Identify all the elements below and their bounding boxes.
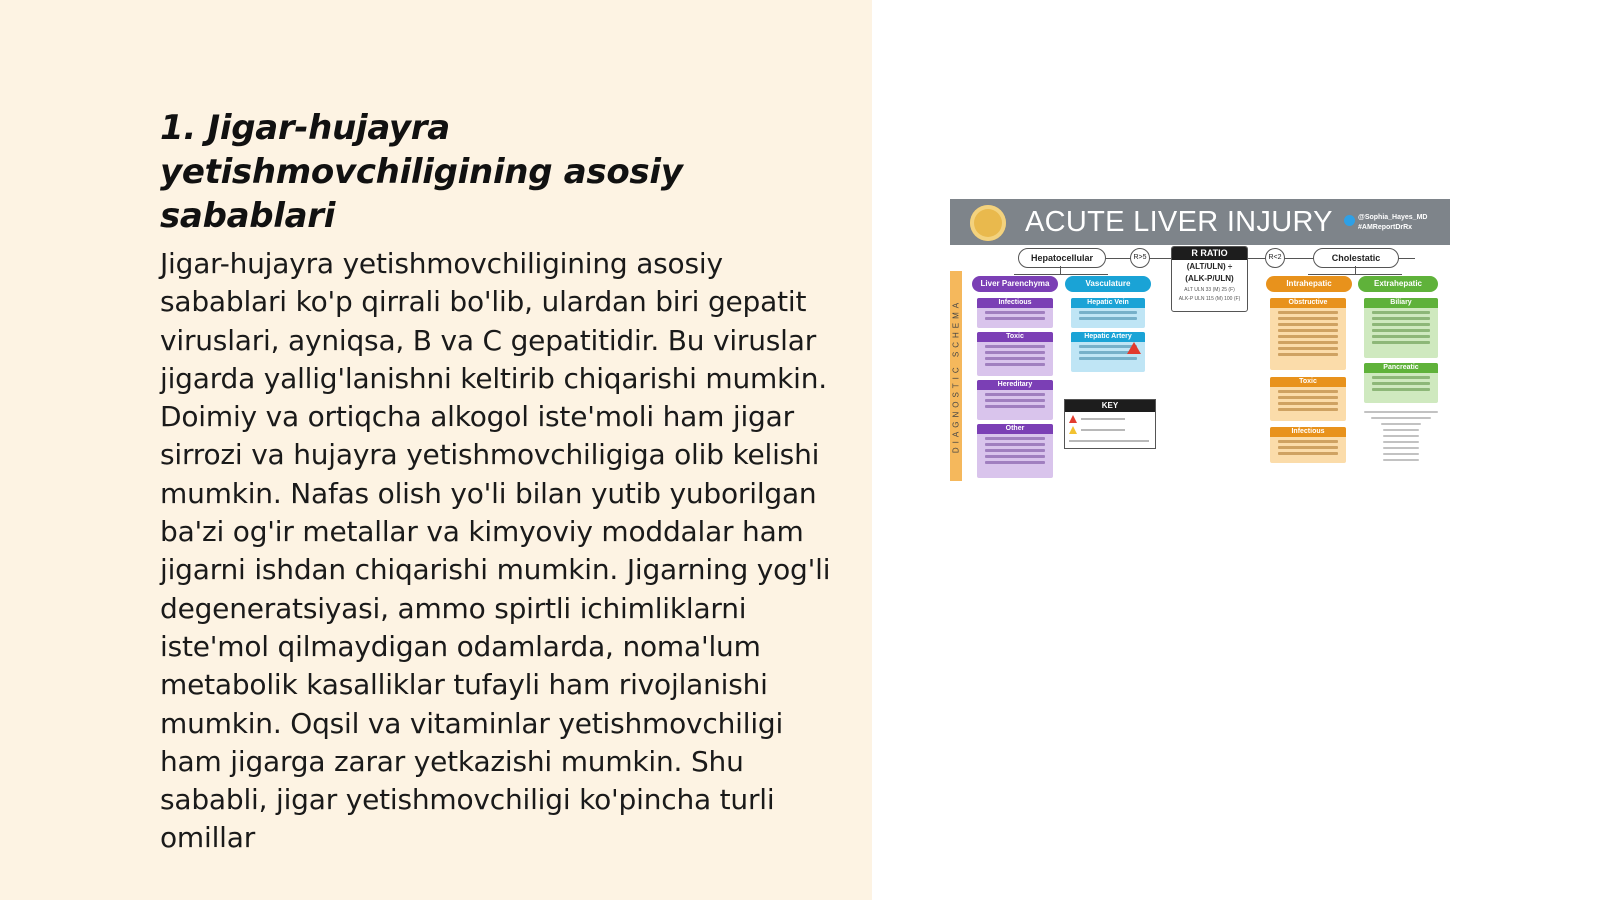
warning-triangle-icon: [1127, 342, 1141, 354]
box-heading: Biliary: [1364, 298, 1438, 308]
orange-box-infectious: [1270, 427, 1346, 463]
hashtag: #AMReportDrRx: [1358, 224, 1413, 231]
violet-box-infectious: [977, 298, 1053, 328]
blue-box-hepatic-vein: [1071, 298, 1145, 328]
box-heading: Infectious: [977, 298, 1053, 308]
side-label: DIAGNOSTIC SCHEMA: [951, 298, 961, 454]
logo-icon: [970, 205, 1006, 241]
infographic-title: ACUTE LIVER INJURY: [1025, 206, 1333, 238]
r-ratio-fine-2: ALK-P ULN 115 (M) 100 (F): [1178, 296, 1241, 302]
key-title: KEY: [1065, 400, 1155, 412]
r-ratio-title: R RATIO: [1172, 247, 1247, 260]
box-heading: Hepatic Vein: [1071, 298, 1145, 308]
green-box-pancreatic: [1364, 363, 1438, 403]
legend-key: [1064, 399, 1156, 449]
credits-fine-print: [1364, 411, 1438, 465]
r-ratio-box: [1171, 246, 1248, 312]
category-extrahepatic: Extrahepatic: [1358, 276, 1438, 292]
cholestatic-node: Cholestatic: [1313, 248, 1399, 268]
warning-triangle-icon: [1069, 415, 1077, 423]
slide-body-text: Jigar-hujayra yetishmovchiligining asosiy sabablari ko'p qirrali bo'lib, ulardan biri gepatit viruslari, ayniqsa, B va C gepatitidir. Bu viruslar jigarda yallig'lanishni keltirib chiqarishi mumkin. Doimiy va ortiqcha alkogol iste'moli ham jigar sirrozi va hujayra yetishmovchiligiga olib kelishi mumkin. Nafas olish yo'li bilan yutib yuborilgan ba'zi og'ir metallar va kimyoviy moddalar ham jigarni ishdan chiqarishi mumkin. Jigarning yog'li degeneratsiyasi, ammo spirtli ichimliklarni iste'mol qilmaydigan odamlarda, noma'lum metabolik kasalliklar tufayli ham rivojlanishi mumkin. Oqsil va vitaminlar yetishmovchiligi ham jigarga zarar yetkazishi mumkin. Shu sababli, jigar yetishmovchiligi ko'pincha turli omillar: [160, 247, 831, 855]
box-heading: Pancreatic: [1364, 363, 1438, 373]
category-liver-parenchyma: Liver Parenchyma: [972, 276, 1058, 292]
caution-triangle-icon: [1069, 426, 1077, 434]
box-heading: Infectious: [1270, 427, 1346, 437]
r-ratio-formula-line-1: (ALT/ULN) ÷: [1186, 262, 1233, 271]
connector-line: [1308, 274, 1402, 275]
box-heading: Obstructive: [1270, 298, 1346, 308]
box-heading: Hepatic Artery: [1071, 332, 1145, 342]
twitter-icon: [1344, 215, 1355, 226]
hepatocellular-node: Hepatocellular: [1018, 248, 1106, 268]
green-box-biliary: [1364, 298, 1438, 358]
threshold-left: R>5: [1130, 248, 1150, 268]
violet-box-toxic: [977, 332, 1053, 376]
category-vasculature: Vasculature: [1065, 276, 1151, 292]
violet-box-hereditary: [977, 380, 1053, 420]
box-heading: Hereditary: [977, 380, 1053, 390]
slide-title: 1. Jigar-hujayra yetishmovchiligining asosiy sabablari: [160, 108, 683, 236]
r-ratio-fine-1: ALT ULN 33 (M) 25 (F): [1184, 287, 1235, 293]
category-intrahepatic: Intrahepatic: [1266, 276, 1352, 292]
connector-line: [1060, 266, 1061, 274]
box-heading: Toxic: [977, 332, 1053, 342]
orange-box-toxic: [1270, 377, 1346, 421]
orange-box-obstructive: [1270, 298, 1346, 370]
box-heading: Other: [977, 424, 1053, 434]
violet-box-other: [977, 424, 1053, 478]
r-ratio-formula-line-2: (ALK-P/ULN): [1185, 274, 1234, 283]
infographic-header: [950, 199, 1450, 245]
author-handles: [1358, 213, 1427, 233]
acute-liver-injury-infographic: [950, 199, 1450, 484]
threshold-right: R<2: [1265, 248, 1285, 268]
connector-line: [1355, 266, 1356, 274]
box-heading: Toxic: [1270, 377, 1346, 387]
connector-line: [1014, 274, 1108, 275]
author-handle: @Sophia_Hayes_MD: [1358, 214, 1428, 221]
